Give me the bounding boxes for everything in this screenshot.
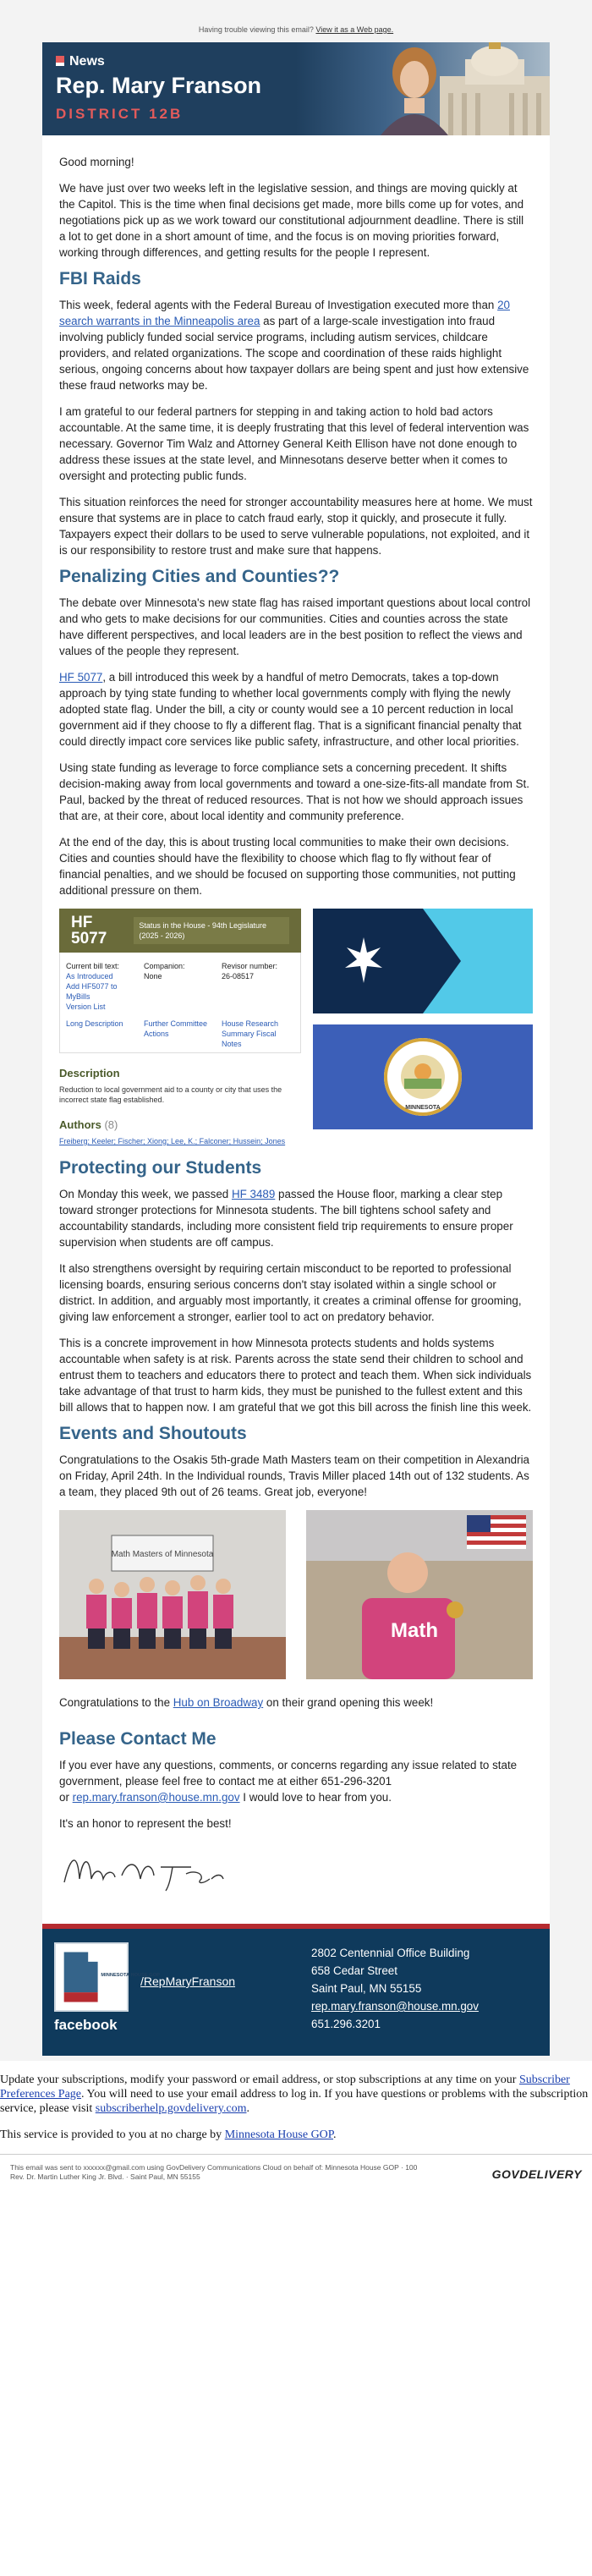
subscription-text-a: Update your subscriptions, modify your password or email address, or stop subscriptions at any time on your xyxy=(0,2073,519,2086)
contact-text-end: I would love to hear from you. xyxy=(239,1791,392,1804)
service-text-end: . xyxy=(333,2128,337,2141)
fbi-heading: FBI Raids xyxy=(59,269,141,288)
fbi-p1-text-end: as part of a large-scale investigation into fraud involving publicly funded social service programs, including autism services, childcare providers, and related organizations. The scope and coordination of these raids highlight serious, ongoing concerns about how taxpayer dollars are being spent and just how extensive these fraud networks may be. xyxy=(59,315,529,392)
bill-text-cell xyxy=(63,958,141,1015)
footer-accent-bar xyxy=(42,1924,550,1929)
capitol-portrait-image xyxy=(296,42,550,135)
news-label xyxy=(56,54,105,69)
protecting-p1-text-end: passed the House floor, marking a clear step toward stronger protections for Minnesota students. The bill tightens school safety and accountability standards, including more consistent field trip requirements to ensure proper supervision when students are off campus. xyxy=(59,1188,513,1249)
hf5077-link[interactable]: HF 5077 xyxy=(59,671,103,684)
flags-column xyxy=(313,909,533,1146)
revisor-cell xyxy=(219,958,297,1015)
govdelivery-line-2: Rev. Dr. Martin Luther King Jr. Blvd. · Saint Paul, MN 55155 xyxy=(10,2172,200,2181)
facebook-label[interactable]: facebook xyxy=(54,2017,118,2033)
committee-actions-link[interactable]: Further Committee Actions xyxy=(144,1019,208,1038)
address-line-3: Saint Paul, MN 55155 xyxy=(311,1982,422,1995)
old-state-flag-image xyxy=(313,1024,533,1129)
as-introduced-link[interactable]: As Introduced xyxy=(66,972,113,980)
facebook-handle-link[interactable]: /RepMaryFranson xyxy=(140,1975,236,1988)
research-summary-link[interactable]: House Research Summary Fiscal Notes xyxy=(222,1019,279,1048)
house-gop-logo[interactable] xyxy=(54,1942,160,2012)
protecting-paragraph-3: This is a concrete improvement in how Minnesota protects students and holds systems accountable when safety is at risk. Parents across the state send their children to school and entrust them to teachers and educators there to protect and teach them. When sick individuals take advantage of that trust to harm kids, they must be punished to the fullest extent and this bill allows that to happen now. I am grateful that we got this bill across the finish line this week. xyxy=(59,1337,532,1414)
authors-label: Authors xyxy=(59,1118,101,1131)
bill-info-grid xyxy=(59,953,301,1053)
authors-count: (8) xyxy=(104,1118,118,1131)
main-content xyxy=(42,135,550,1915)
protecting-heading: Protecting our Students xyxy=(59,1158,262,1178)
bill-and-flags-row xyxy=(59,909,533,1146)
footer-block xyxy=(42,1924,550,2056)
contact-or: or xyxy=(59,1791,73,1804)
protecting-paragraph-2: It also strengthens oversight by requiring certain misconduct to be reported to professional licensing boards, ensuring serious concerns don't stay isolated within a single school or district. In addition, and arguably most importantly, it creates a criminal offense for grooming, giving law enforcement a stronger, earlier tool to act on predatory behavior. xyxy=(59,1262,522,1323)
contact-text: If you ever have any questions, comments, or concerns regarding any issue related to state government, please feel free to contact me at either 651-296-3201 xyxy=(59,1759,518,1788)
signature-name: Mary D. Franson xyxy=(59,1845,66,1846)
revisor-value: 26-08517 xyxy=(222,972,255,980)
fbi-p1-text: This week, federal agents with the Federal Bureau of Investigation executed more than xyxy=(59,299,498,311)
web-view-link[interactable]: View it as a Web page. xyxy=(315,25,394,34)
closing-line: It's an honor to represent the best! xyxy=(59,1817,232,1830)
govdelivery-text xyxy=(10,2163,417,2182)
preheader xyxy=(0,0,592,42)
event-photos xyxy=(59,1510,533,1679)
contact-heading: Please Contact Me xyxy=(59,1729,217,1749)
header-banner xyxy=(42,42,550,135)
hub-text-end: on their grand opening this week! xyxy=(263,1696,434,1709)
rep-name: Rep. Mary Franson xyxy=(56,73,262,98)
subscription-paragraph xyxy=(0,2073,592,2116)
bill-number: HF 5077 xyxy=(71,914,107,947)
govdelivery-footer xyxy=(0,2154,592,2192)
add-to-mybills-link[interactable]: Add HF5077 to MyBills xyxy=(66,982,118,1001)
student-award-photo xyxy=(306,1510,533,1679)
subscription-text-b: . You will need to use your email address to log in. If you have questions or problems with the subscription service, please visit xyxy=(0,2088,589,2115)
signature-image xyxy=(59,1845,228,1896)
search-warrants-link[interactable]: 20 search warrants in the Minneapolis area xyxy=(59,299,510,327)
companion-cell xyxy=(141,958,219,1015)
greeting: Good morning! xyxy=(59,156,134,168)
subscription-text-c: . xyxy=(246,2102,249,2115)
team-sign-text: Math Masters of Minnesota xyxy=(111,1550,214,1559)
fbi-paragraph-3: This situation reinforces the need for stronger accountability measures here at home. We must ensure that systems are in place to catch fraud early, stop it quickly, and prosecute it fully. Taxpayers expect their dollars to be used to serve vulnerable populations, not exploited, and it is our responsibility to restore trust and make sure that happens. xyxy=(59,496,533,557)
penalizing-paragraph-4: At the end of the day, this is about trusting local communities to make their own decisions. Cities and counties should have the flexibility to choose which flag to fly without fear of financial penalties, and we should be focused on supporting those communities, not putting additional pressure on them. xyxy=(59,836,516,897)
seal-text: MINNESOTA xyxy=(405,1105,441,1111)
authors-heading xyxy=(59,1117,301,1133)
events-paragraph-1: Congratulations to the Osakis 5th-grade Math Masters team on their competition in Alexandria on Friday, April 24th. In the Individual rounds, Travis Miller placed 14th out of 132 students. As a team, they placed 9th out of 26 teams. Great job, everyone! xyxy=(59,1453,529,1498)
fbi-paragraph-2: I am grateful to our federal partners for stepping in and taking action to hold bad actors accountable. At the same time, it is deeply frustrating that this level of federal intervention was necessary. Governor Tim Walz and Attorney General Keith Ellison have not done enough to address these issues at the state level, and Minnesotans deserve better when it comes to oversight and protecting public funds. xyxy=(59,405,529,482)
hf3489-link[interactable]: HF 3489 xyxy=(231,1188,276,1200)
address-line-1: 2802 Centennial Office Building xyxy=(311,1947,470,1959)
bill-status-card xyxy=(59,909,301,1146)
service-text: This service is provided to you at no charge by xyxy=(0,2128,225,2141)
intro-paragraph: We have just over two weeks left in the legislative session, and things are moving quickly at the Capitol. This is the time when final decisions get made, more bills come up for votes, and negotiations pick up as we work toward our constitutional adjournment deadline. There is still a lot to get done in a short amount of time, and the focus is on moving priorities forward, working through differences, and getting results for the people I represent. xyxy=(59,182,524,259)
gop-mini-icon xyxy=(56,56,64,66)
address-line-2: 658 Cedar Street xyxy=(311,1964,397,1977)
hub-paragraph xyxy=(59,1694,533,1711)
penalizing-paragraph-1: The debate over Minnesota's new state flag has raised important questions about local control and who gets to make decisions for our communities. Cities and counties across the state have different perspectives, and local leaders are in the best position to reflect the views and values of the people they represent. xyxy=(59,596,531,657)
preheader-text: Having trouble viewing this email? xyxy=(198,25,314,34)
govdelivery-line-1: This email was sent to xxxxxx@gmail.com using GovDelivery Communications Cloud on behalf of: Minnesota House GOP · 100 xyxy=(10,2163,418,2172)
fbi-paragraph-1 xyxy=(59,297,533,393)
student-shirt-text: Math xyxy=(391,1619,438,1642)
protecting-p1-text: On Monday this week, we passed xyxy=(59,1188,232,1200)
new-state-flag-image xyxy=(313,909,533,1013)
news-text: News xyxy=(69,54,105,69)
bill-text-label: Current bill text: xyxy=(66,962,120,970)
bill-description xyxy=(59,1065,301,1146)
contact-paragraph xyxy=(59,1757,533,1805)
subscription-notes xyxy=(0,2061,592,2192)
long-description-link[interactable]: Long Description xyxy=(66,1019,123,1028)
bill-status: Status in the House - 94th Legislature (2025 - 2026) xyxy=(134,917,289,944)
companion-value: None xyxy=(144,972,162,980)
hub-on-broadway-link[interactable]: Hub on Broadway xyxy=(173,1696,264,1709)
penalizing-p2-text: , a bill introduced this week by a handful of metro Democrats, takes a top-down approach by tying state funding to whether local governments comply with flying the newly adopted state flag. Under the bill, a city or county would see a 10 percent reduction in local government aid if they choose to fly a different flag. That is a significant financial penalty that could directly impact core services like public safety, infrastructure, and other local priorities. xyxy=(59,671,522,748)
footer-email-link[interactable]: rep.mary.franson@house.mn.gov xyxy=(311,2000,479,2013)
penalizing-heading: Penalizing Cities and Counties?? xyxy=(59,567,340,586)
authors-list[interactable]: Freiberg; Keeler; Fischer; Xiong; Lee, K.; Falconer; Hussein; Jones xyxy=(59,1137,286,1145)
revisor-label: Revisor number: xyxy=(222,962,278,970)
penalizing-paragraph-2 xyxy=(59,669,533,750)
service-paragraph xyxy=(0,2128,592,2142)
math-masters-team-photo xyxy=(59,1510,286,1679)
companion-label: Companion: xyxy=(144,962,185,970)
district-label: DISTRICT 12B xyxy=(56,106,184,122)
hub-text: Congratulations to the xyxy=(59,1696,173,1709)
description-heading: Description xyxy=(59,1067,120,1079)
house-gop-link[interactable]: Minnesota House GOP xyxy=(224,2128,334,2141)
govdelivery-logo[interactable]: GOVDELIVERY xyxy=(491,2167,582,2181)
events-heading: Events and Shoutouts xyxy=(59,1424,247,1443)
penalizing-paragraph-3: Using state funding as leverage to force compliance sets a concerning precedent. It shifts decision-making away from local governments and toward a one-size-fits-all mandate from St. Paul, backed by the threat of reduced resources. That is not how we should approach issues that are, at their core, about local identity and community preference. xyxy=(59,761,529,822)
footer-phone: 651.296.3201 xyxy=(311,2018,381,2030)
version-list-link[interactable]: Version List xyxy=(66,1002,106,1011)
description-text: Reduction to local government aid to a county or city that uses the incorrect state flag established. xyxy=(59,1085,282,1104)
subscriber-help-link[interactable]: subscriberhelp.govdelivery.com xyxy=(95,2102,247,2115)
newsletter-card xyxy=(42,42,550,2056)
subscriber-preferences-link[interactable]: Subscriber Preferences Page xyxy=(0,2073,570,2101)
bill-header xyxy=(59,909,301,953)
protecting-paragraph-1 xyxy=(59,1186,533,1250)
office-address xyxy=(311,1944,479,2033)
house-gop-logo-text: MINNESOTA HOUSE GOP xyxy=(101,1973,160,1979)
contact-email-link[interactable]: rep.mary.franson@house.mn.gov xyxy=(72,1791,240,1804)
